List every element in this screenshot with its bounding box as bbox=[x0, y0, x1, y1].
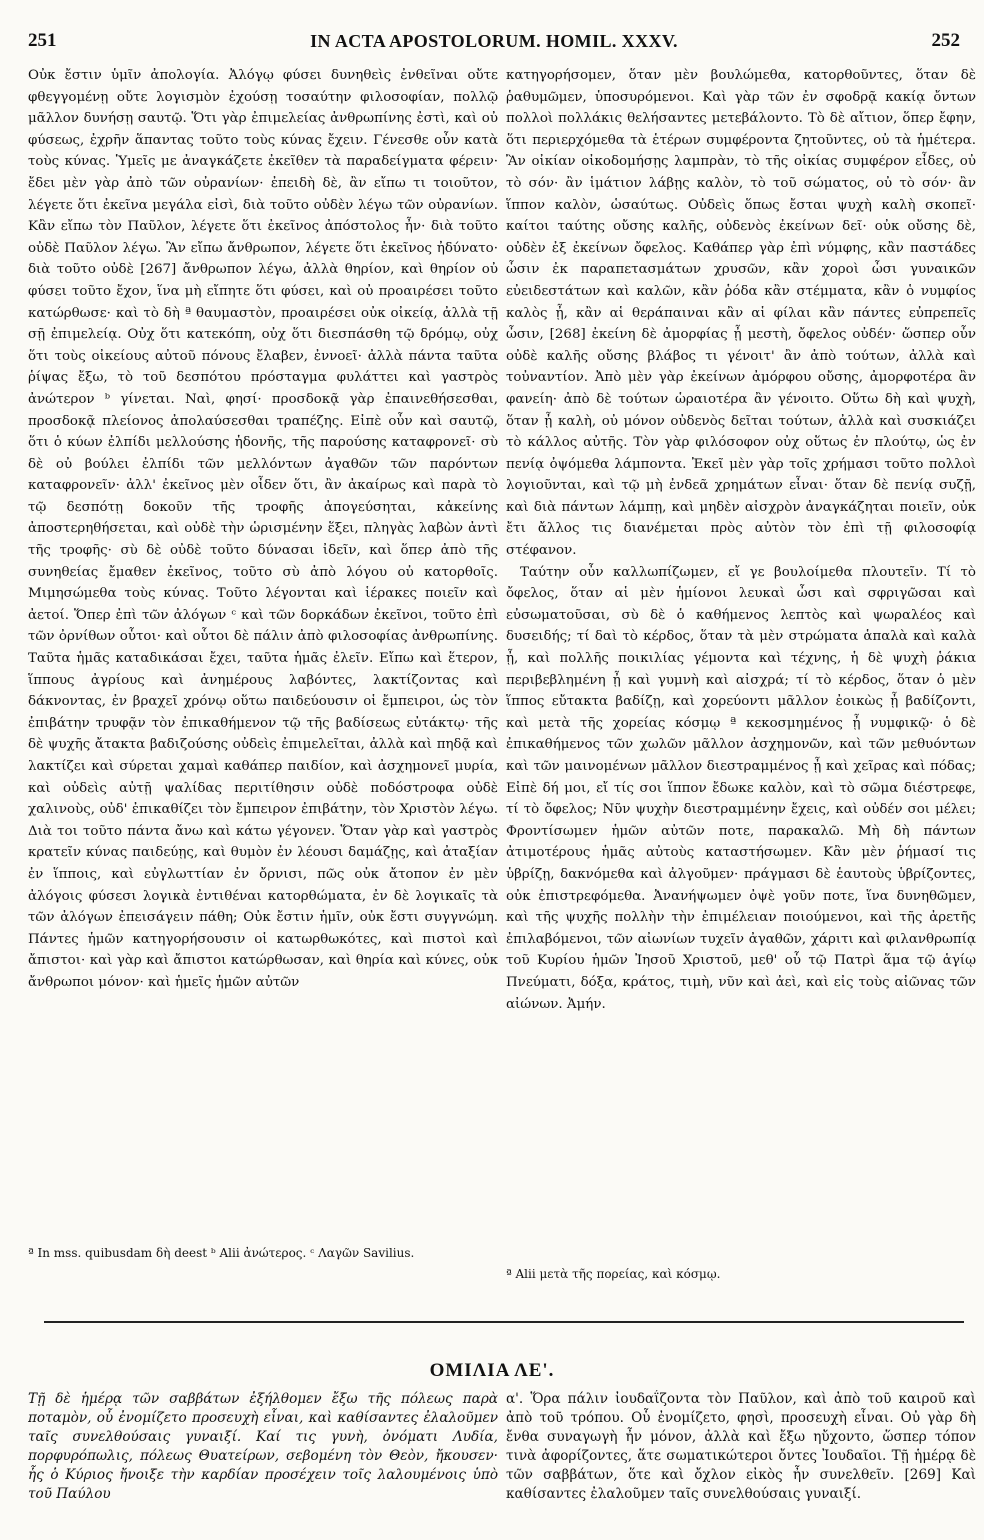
homily-title: ΟΜΙΛΙΑ ΛΕ'. bbox=[429, 1360, 555, 1381]
section-divider bbox=[44, 1321, 964, 1323]
page-number-left: 251 bbox=[28, 30, 57, 51]
right-column bbox=[506, 65, 976, 1205]
page-number-right: 252 bbox=[931, 30, 960, 51]
left-column bbox=[28, 65, 498, 1205]
homily-body: α'. Ὅρα πάλιν ἰουδαΐζοντα τὸν Παῦλον, καὶ ἀπὸ τοῦ καιροῦ καὶ ἀπὸ τοῦ τρόπου. Οὗ ἐνομίζετο, φησὶ, προσευχὴ εἶναι. Οὐ γὰρ δὴ ἔνθα συναγωγὴ ἦν μόνον, ἀλλὰ καὶ ἔξω ηὔχοντο, ὥσπερ τόπον τινὰ ἀφορίζοντες, ἅτε σωματικώτεροι ὄντες Ἰουδαῖοι. Τῇ ἡμέρᾳ δὲ τῶν σαββάτων, ὅτε καὶ ὄχλον εἰκὸς ἦν συνελθεῖν. [269] Καὶ καθίσαντες ἐλαλοῦμεν ταῖς συνελθούσαις γυναιξί. bbox=[506, 1391, 976, 1502]
right-column-paragraph-1: κατηγορήσομεν, ὅταν μὲν βουλώμεθα, κατορθοῦντες, ὅταν δὲ ῥαθυμῶμεν, ὑποσυρόμενοι. Καὶ γὰρ τῶν ἐν σφοδρᾷ κακίᾳ ὄντων πολλοὶ πολλάκις θελήσαντες μετεβάλοντο. Τὸ δὲ αἴτιον, ὅπερ ἔφην, ὅτι περιερχόμεθα τὰ ἑτέρων συμφέροντα ζητοῦντες, οὐ τὰ ἡμέτερα. Ἂν οἰκίαν οἰκοδομήσῃς λαμπρὰν, τὸ τῆς οἰκίας συμφέρον εἶδες, οὐ τὸ σόν· ἂν ἱμάτιον λάβῃς καλὸν, τὸ τοῦ σώματος, οὐ τὸ σόν· ἂν ἵππον καλὸν, ὡσαύτως. Οὐδεὶς ὅπως ἔσται ψυχὴ καλὴ σκοπεῖ· καίτοι ταύτης οὔσης καλῆς, οὐδενὸς ἐκείνων δεῖ· οὐκ οὔσης δὲ, οὐδὲν ἐξ ἐκείνων ὄφελος. Καθάπερ γὰρ ἐπὶ νύμφης, κἂν παστάδες ὦσιν ἐκ παραπετασμάτων χρυσῶν, κἂν χοροὶ ὦσι γυναικῶν εὐειδεστάτων καὶ καλῶν, κἂν ῥόδα κἂν στέμματα, κἂν ὁ νυμφίος καλὸς ᾖ, κἂν αἱ θεράπαιναι κἂν αἱ φίλαι κἂν πάντες εὐπρεπεῖς ὦσιν, [268] ἐκείνη δὲ ἀμορφίας ᾖ μεστὴ, ὄφελος οὐδέν· ὥσπερ οὖν οὐδὲ καλῆς οὔσης βλάβος τι γένοιτ' ἂν ἀπὸ τούτων, ἀλλὰ καὶ τοὐναντίον. Ἀπὸ μὲν γὰρ ἐκείνων ἀμόρφου οὔσης, ἀμορφοτέρα ἂν φανείη· ἀπὸ δὲ τούτων ὡραιοτέρα ἂν γένοιτο. Οὕτω δὴ καὶ ψυχὴ, ὅταν ᾖ καλὴ, οὐ μόνον οὐδενὸς δεῖται τούτων, ἀλλὰ καὶ συσκιάζει τὸ κάλλος αὐτῆς. Τὸν γὰρ φιλόσοφον οὐχ οὕτως ἐν πλούτῳ, ὡς ἐν πενίᾳ ὀψόμεθα λάμποντα. Ἐκεῖ μὲν γὰρ τοῖς χρήμασι τοῦτο πολλοὶ λογιοῦνται, καὶ τῷ μὴ ἐνδεᾶ χρημάτων εἶναι· ὅταν δὲ πενίᾳ συζῇ, καὶ διὰ πάντων λάμπῃ, καὶ μηδὲν αἰσχρὸν ἀναγκάζηται ποιεῖν, οὐκ ἔτι ἄλλος τις διανέμεται πρὸς αὐτὸν τὸν ἐπὶ τῇ φιλοσοφίᾳ στέφανον. bbox=[506, 68, 976, 559]
footnotes-left: ª In mss. quibusdam δὴ deest ᵇ Alii ἀνώτερος. ᶜ Λαγῶν Savilius. bbox=[28, 1246, 415, 1260]
homily-lemma: Τῇ δὲ ἡμέρᾳ τῶν σαββάτων ἐξήλθομεν ἔξω τῆς πόλεως παρὰ ποταμὸν, οὗ ἐνομίζετο προσευχὴ εἶναι, καὶ καθίσαντες ἐλαλοῦμεν ταῖς συνελθούσαις γυναιξί. Καί τις γυνὴ, ὀνόματι Λυδία, πορφυρόπωλις, πόλεως Θυατείρων, σεβομένη τὸν Θεὸν, ἤκουσεν· ἧς ὁ Κύριος ἤνοιξε τὴν καρδίαν προσέχειν τοῖς λαλουμένοις ὑπὸ τοῦ Παύλου bbox=[28, 1391, 498, 1502]
footnotes-right: ª Alii μετὰ τῆς πορείας, καὶ κόσμῳ. bbox=[506, 1267, 721, 1281]
running-title: IN ACTA APOSTOLORUM. HOMIL. XXXV. bbox=[310, 31, 678, 51]
left-column-paragraph: Οὐκ ἔστιν ὑμῖν ἀπολογία. Ἀλόγῳ φύσει δυνηθεὶς ἐνθεῖναι οὔτε φθεγγομένῃ οὔτε λογισμὸν ἐχούσῃ τοσαύτην φιλοσοφίαν, πολλῷ μᾶλλον δυνήσῃ σαυτῷ. Ὅτι γὰρ ἐπιμελείας ἀνθρωπίνης ἐστὶ, καὶ οὐ φύσεως, ἐχρῆν ἅπαντας τοῦτο τοὺς κύνας ἔχειν. Γένεσθε οὖν κατὰ τοὺς κύνας. Ὑμεῖς με ἀναγκάζετε ἐκεῖθεν τὰ παραδείγματα φέρειν· ἔδει μὲν γὰρ ἀπὸ τῶν οὐρανίων· ἐπειδὴ δὲ, ἂν εἴπω τι τοιοῦτον, λέγετε ὅτι ἐκεῖνα μεγάλα εἰσὶ, διὰ τοῦτο οὐδὲν λέγω τῶν οὐρανίων. Κἂν εἴπω τὸν Παῦλον, λέγετε ὅτι ἐκεῖνος ἀπόστολος ἦν· διὰ τοῦτο οὐδὲ Παῦλον λέγω. Ἂν εἴπω ἄνθρωπον, λέγετε ὅτι ἐκεῖνος ἠδύνατο· διὰ τοῦτο οὐδὲ [267] ἄνθρωπον λέγω, ἀλλὰ θηρίον, καὶ θηρίον οὐ φύσει τοῦτο ἔχον, ἵνα μὴ εἴπητε ὅτι φύσει, καὶ οὐ προαιρέσει τοῦτο κατώρθωσε· καὶ τὸ δὴ ª θαυμαστὸν, προαιρέσει οὐκ οἰκείᾳ, ἀλλὰ τῇ σῇ ἐπιμελείᾳ. Οὐχ ὅτι κατεκόπη, οὐχ ὅτι διεσπάσθη τῷ δρόμῳ, οὐχ ὅτι τοὺς οἰκείους αὐτοῦ πόνους ἔλαβεν, ἐννοεῖ· ἀλλὰ πάντα ταῦτα ῥίψας ἔξω, τὸ τοῦ δεσπότου πρόσταγμα φυλάττει καὶ γαστρὸς ἀνώτερον ᵇ γίνεται. Ναὶ, φησί· προσδοκᾷ γὰρ ἐπαινεθήσεσθαι, προσδοκᾷ πλείονος ἀπολαύσεσθαι τραπέζης. Εἰπὲ οὖν καὶ σαυτῷ, ὅτι ὁ κύων ἐλπίδι μελλούσης ἡδονῆς, τῆς παρούσης καταφρονεῖ· σὺ δὲ οὐ βούλει ἐλπίδι τῶν μελλόντων ἀγαθῶν τῶν παρόντων καταφρονεῖν· ἀλλ' ἐκεῖνος μὲν οἶδεν ὅτι, ἂν ἀκαίρως καὶ παρὰ τὸ τῷ δεσπότῃ δοκοῦν τῆς τροφῆς ἀπογεύσηται, κἀκείνης ἀποστερηθήσεται, καὶ οὐδὲ τὴν ὡρισμένην ἕξει, πληγὰς λαβὼν ἀντὶ τῆς τροφῆς· σὺ δὲ οὐδὲ τοῦτο δύνασαι ἰδεῖν, καὶ ὅπερ ἀπὸ τῆς συνηθείας ἔμαθεν ἐκεῖνος, τοῦτο σὺ ἀπὸ λόγου οὐ κατορθοῖς. Μιμησώμεθα τοὺς κύνας. Τοῦτο λέγονται καὶ ἱέρακες ποιεῖν καὶ ἀετοί. Ὅπερ ἐπὶ τῶν ἀλόγων ᶜ καὶ τῶν δορκάδων ἐκεῖνοι, τοῦτο ἐπὶ τῶν ὀρνίθων οὗτοι· καὶ οὗτοι δὲ πάλιν ἀπὸ φιλοσοφίας ἀνθρωπίνης. Ταῦτα ἡμᾶς καταδικάσαι ἔχει, ταῦτα ἡμᾶς ἐλεῖν. Εἴπω καὶ ἕτερον, ἵππους ἀγρίους καὶ ἀνημέρους λαβόντες, λακτίζοντας καὶ δάκνοντας, ἐν βραχεῖ χρόνῳ οὕτω παιδεύουσιν οἱ ἔμπειροι, ὡς τὸν ἐπιβάτην τρυφᾷν τὸν ἐπικαθήμενον τῷ τῆς βαδίσεως εὐτάκτῳ· τῆς δὲ ψυχῆς ἄτακτα βαδιζούσης οὐδεὶς ἐπιμελεῖται, ἀλλὰ καὶ πηδᾷ καὶ λακτίζει καὶ σύρεται χαμαὶ καθάπερ παιδίον, καὶ ἀσχημονεῖ μυρία, καὶ οὐδεὶς αὐτῇ ψαλίδας περιτίθησιν οὐδὲ ποδόστροφα οὐδὲ χαλινοὺς, οὐδ' ἐπικαθίζει τὸν ἔμπειρον ἐπιβάτην, τὸν Χριστὸν λέγω. Διὰ τοι τοῦτο πάντα ἄνω καὶ κάτω γέγονεν. Ὅταν γὰρ καὶ γαστρὸς κρατεῖν κύνας παιδεύῃς, καὶ θυμὸν ἐν λέουσι δαμάζῃς, καὶ ἀταξίαν ἐν ἵπποις, καὶ εὐγλωττίαν ἐν ὄρνισι, πῶς οὐκ ἄτοπον ἐν μὲν ἀλόγοις φύσεσι λογικὰ ἐντιθέναι κατορθώματα, ἐν δὲ λογικαῖς τὰ τῶν ἀλόγων ἐπεισάγειν πάθη; Οὐκ ἔστιν ἡμῖν, οὐκ ἔστι συγγνώμη. Πάντες ἡμῶν κατηγορήσουσιν οἱ κατωρθωκότες, καὶ πιστοὶ καὶ ἄπιστοι· καὶ γὰρ καὶ ἄπιστοι κατώρθωσαν, καὶ θηρία καὶ κύνες, οὐκ ἄνθρωποι μόνον· καὶ ἡμεῖς ἡμῶν αὐτῶν bbox=[28, 68, 498, 990]
right-column-paragraph-2: Ταύτην οὖν καλλωπίζωμεν, εἴ γε βουλοίμεθα πλουτεῖν. Τί τὸ ὄφελος, ὅταν αἱ μὲν ἡμίονοι λευκαὶ ὦσι καὶ σφριγῶσαι καὶ εὐσωματοῦσαι, σὺ δὲ ὁ καθήμενος λεπτὸς καὶ ψωραλέος καὶ δυσειδής; τί δαὶ τὸ κέρδος, ὅταν τὰ μὲν στρώματα ἁπαλὰ καὶ καλὰ ᾖ, καὶ πολλῆς ποικιλίας γέμοντα καὶ τέχνης, ἡ δὲ ψυχὴ ῥάκια περιβεβλημένη ᾖ καὶ γυμνὴ καὶ αἰσχρά; τί τὸ κέρδος, ὅταν ὁ μὲν ἵππος εὔτακτα βαδίζῃ, καὶ χορεύοντι μᾶλλον ἐοικὼς ᾖ βαδίζοντι, καὶ μετὰ τῆς χορείας κόσμῳ ª κεκοσμημένος ᾖ νυμφικῷ· ὁ δὲ ἐπικαθήμενος τῶν χωλῶν μᾶλλον ἀσχημονῶν, καὶ τῶν μεθυόντων καὶ τῶν μαινομένων μᾶλλον διεστραμμένος ᾖ καὶ χεῖρας καὶ πόδας; Εἰπὲ δή μοι, εἴ τίς σοι ἵππον ἔδωκε καλὸν, καὶ τὸ σῶμα διέστρεφε, τί τὸ ὄφελος; Νῦν ψυχὴν διεστραμμένην ἔχεις, καὶ οὐδέν σοι μέλει; Φροντίσωμεν ἡμῶν αὐτῶν ποτε, παρακαλῶ. Μὴ δὴ πάντων ἀτιμοτέρους ἡμᾶς αὐτοὺς καταστήσωμεν. Κἂν μὲν ῥήμασί τις ὑβρίζῃ, δακνόμεθα καὶ ἀλγοῦμεν· πράγμασι δὲ ἑαυτοὺς ὑβρίζοντες, οὐκ ἐπιστρεφόμεθα. Ἀνανήψωμεν ὀψὲ γοῦν ποτε, ἵνα δυνηθῶμεν, καὶ τῆς ψυχῆς πολλὴν τὴν ἐπιμέλειαν ποιούμενοι, καὶ τῆς ἀρετῆς ἐπιλαβόμενοι, τῶν αἰωνίων τυχεῖν ἀγαθῶν, χάριτι καὶ φιλανθρωπίᾳ τοῦ Κυρίου ἡμῶν Ἰησοῦ Χριστοῦ, μεθ' οὗ τῷ Πατρὶ ἅμα τῷ ἁγίῳ Πνεύματι, δόξα, κράτος, τιμὴ, νῦν καὶ ἀεὶ, καὶ εἰς τοὺς αἰῶνας τῶν αἰώνων. Ἀμήν. bbox=[506, 564, 976, 1012]
running-head bbox=[28, 30, 960, 52]
